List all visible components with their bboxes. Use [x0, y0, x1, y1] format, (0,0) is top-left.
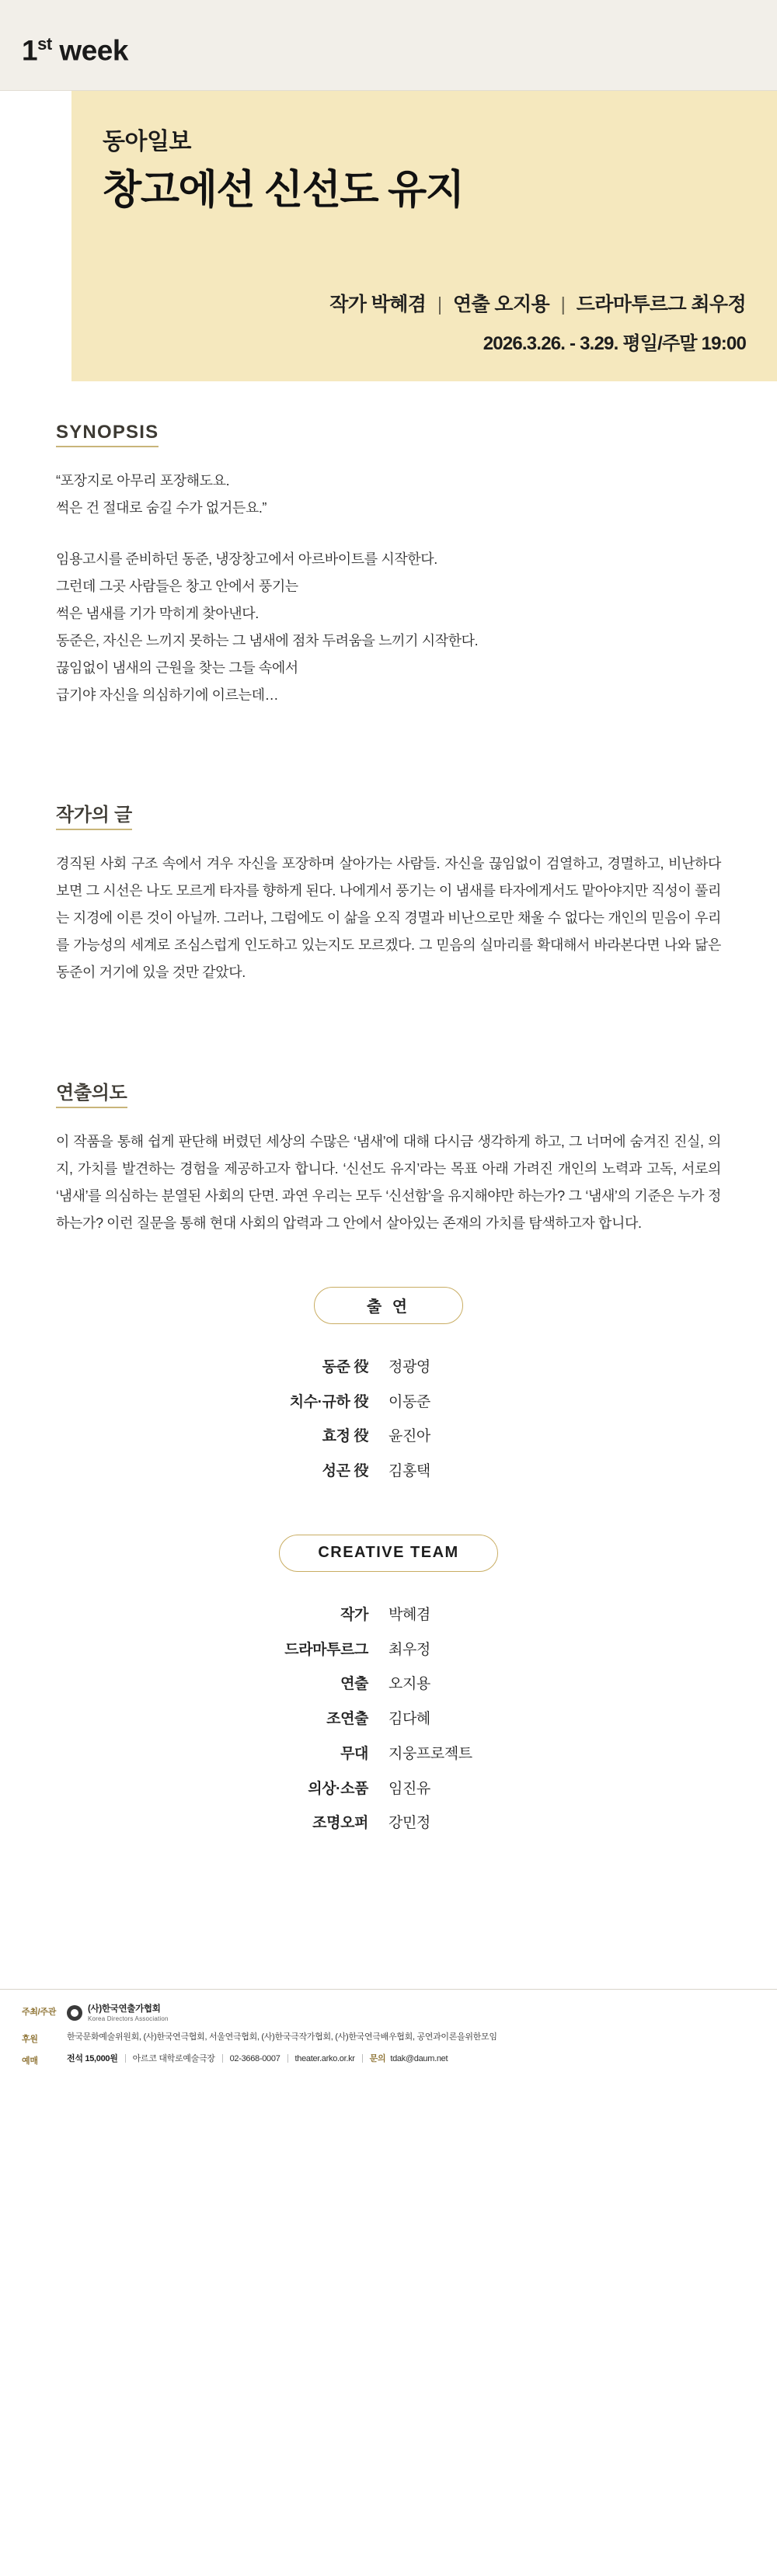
presenting-company: 동아일보 [103, 129, 191, 155]
footer-host-row [22, 2004, 755, 2022]
table-row [56, 1420, 721, 1455]
creative-team-table [56, 1598, 721, 1841]
synopsis-body-line-5: 끊임없이 냄새의 근원을 찾는 그들 속에서 [56, 659, 298, 676]
section-synopsis [56, 422, 721, 709]
director-note-body [56, 1128, 721, 1237]
synopsis-body-line-4: 동준은, 자신은 느끼지 못하는 그 냄새에 점차 두려움을 느끼기 시작한다. [56, 632, 479, 648]
team-name: 지웅프로젝트 [388, 1745, 472, 1762]
footer-support-label: 후원 [22, 2034, 38, 2044]
ticket-price: 전석 15,000원 [67, 2053, 118, 2063]
synopsis-body-line-1: 임용고시를 준비하던 동준, 냉장창고에서 아르바이트를 시작한다. [56, 551, 437, 567]
team-name: 임진유 [388, 1780, 430, 1797]
host-organization-name-kr: (사)한국연출가협회 [88, 2004, 161, 2015]
section-cast [56, 1287, 721, 1490]
footer-support-content: 한국문화예술위원회, (사)한국연극협회, 서울연극협회, (사)한국극작가협회, (사)한국연극배우협회, 공연과이론을위한모임 [67, 2032, 497, 2042]
cast-role: 효정 役 [322, 1428, 368, 1445]
synopsis-heading: SYNOPSIS [56, 422, 159, 447]
table-row [56, 1667, 721, 1702]
ticket-divider-4 [362, 2054, 363, 2063]
team-name: 강민정 [388, 1815, 430, 1832]
theater-website-link[interactable]: theater.arko.or.kr [294, 2053, 355, 2063]
table-row [56, 1633, 721, 1668]
synopsis-body-line-2: 그런데 그곳 사람들은 창고 안에서 풍기는 [56, 578, 298, 594]
hero-title-block [71, 91, 777, 381]
synopsis-body-line-3: 썩은 냄새를 기가 막히게 찾아낸다. [56, 605, 259, 621]
synopsis-quote-line-1: “포장지로 아무리 포장해도요. [56, 473, 230, 489]
cast-name: 정광영 [388, 1358, 430, 1375]
writer-note-heading: 작가의 글 [56, 799, 132, 830]
table-row [56, 1351, 721, 1385]
host-organization [67, 2004, 755, 2022]
association-logo-icon [67, 2005, 82, 2021]
box-office-phone[interactable]: 02-3668-0007 [229, 2053, 280, 2063]
hero-credit-line [103, 289, 746, 317]
ticket-divider-2 [222, 2054, 223, 2063]
footer-ticket-label: 예매 [22, 2056, 38, 2066]
cast-role: 동준 役 [322, 1358, 368, 1375]
credit-separator-1: | [437, 294, 442, 316]
table-row [56, 1737, 721, 1772]
inquiry-email[interactable]: tdak@daum.net [390, 2053, 448, 2063]
cast-pill-label: 출 연 [314, 1287, 463, 1324]
footer-host-label: 주최/주관 [22, 2008, 57, 2018]
table-row [56, 1772, 721, 1807]
synopsis-body [56, 546, 721, 710]
week-band [0, 0, 777, 91]
synopsis-quote-line-2: 썩은 건 절대로 숨길 수가 없거든요.” [56, 500, 267, 516]
credit-director: 연출 오지용 [452, 294, 550, 316]
ticket-line [67, 2053, 755, 2066]
team-role: 드라마투르그 [284, 1641, 368, 1658]
team-name: 김다혜 [388, 1711, 430, 1728]
cast-role: 성곤 役 [322, 1463, 368, 1480]
week-label [22, 34, 128, 67]
table-row [56, 1598, 721, 1633]
table-row [56, 1702, 721, 1737]
performance-dates: 2026.3.26. - 3.29. 평일/주말 19:00 [483, 333, 746, 355]
cast-name: 김홍택 [388, 1463, 430, 1480]
week-ordinal: 1 [22, 34, 38, 67]
team-role: 조연출 [326, 1711, 368, 1728]
credit-writer: 작가 박혜겸 [329, 294, 427, 316]
section-writer-note [56, 799, 721, 986]
footer [0, 1989, 777, 2092]
team-role: 작가 [340, 1606, 368, 1623]
team-role: 의상·소품 [308, 1780, 368, 1797]
table-row [56, 1455, 721, 1490]
team-name: 최우정 [388, 1641, 430, 1658]
ticket-divider-1 [125, 2054, 126, 2063]
cast-name: 이동준 [388, 1393, 430, 1410]
spacer-writer-director [56, 1031, 721, 1077]
team-role: 조명오퍼 [312, 1815, 368, 1832]
inquiry-label: 문의 [369, 2053, 386, 2063]
team-role: 연출 [340, 1676, 368, 1693]
venue-name: 아르코 대학로예술극장 [132, 2053, 215, 2063]
spacer-before-footer [56, 1896, 721, 1989]
credit-dramaturg: 드라마투르그 최우정 [576, 294, 746, 316]
host-organization-names [88, 2004, 169, 2022]
section-creative-team [56, 1535, 721, 1841]
cast-name: 윤진아 [388, 1428, 430, 1445]
spacer-synopsis-writer [56, 753, 721, 799]
cast-role: 치수·규하 役 [289, 1393, 368, 1410]
content-body [0, 381, 777, 1989]
writer-note-body [56, 850, 721, 986]
footer-ticket-content [67, 2053, 755, 2066]
host-organization-name-en: Korea Directors Association [88, 2015, 169, 2022]
ticket-divider-3 [287, 2054, 288, 2063]
synopsis-quote [56, 468, 721, 522]
writer-note-text: 경직된 사회 구조 속에서 겨우 자신을 포장하며 살아가는 사람들. 자신을 끊임없이 검열하고, 경멸하고, 비난하다 보면 그 시선은 나도 모르게 타자를 향하게 된다. 나에게서 풍기는 이 냄새를 타자에게서도 맡아야지만 직성이 풀리는 지경에 이른 것이 아닐까. 그러나, 그럼에도 이 삶을 오직 경멸과 비난으로만 채울 수 없다는 개인의 믿음이 우리를 가능성의 세계로 조심스럽게 인도하고 있는지도 모르겠다. 그 믿음의 실마리를 확대해서 바라본다면 나와 닮은 동준이 거기에 있을 것만 같았다. [56, 856, 721, 981]
table-row [56, 1385, 721, 1420]
team-name: 오지용 [388, 1676, 430, 1693]
creative-team-pill-label: CREATIVE TEAM [279, 1535, 498, 1572]
footer-ticket-row [22, 2053, 755, 2067]
cast-table [56, 1351, 721, 1490]
synopsis-body-line-6: 급기야 자신을 의심하기에 이르는데… [56, 687, 279, 704]
footer-host-content [67, 2004, 755, 2022]
credit-separator-2: | [560, 294, 566, 316]
page-title: 창고에선 신선도 유지 [103, 168, 464, 213]
footer-support-row [22, 2031, 755, 2045]
director-note-heading: 연출의도 [56, 1077, 127, 1108]
director-note-text: 이 작품을 통해 쉽게 판단해 버렸던 세상의 수많은 ‘냄새’에 대해 다시금 생각하게 하고, 그 너머에 숨겨진 진실, 의지, 가치를 발견하는 경험을 제공하고자 합니다. ‘신선도 유지’라는 목표 아래 가려진 개인의 노력과 고독, 서로의 ‘냄새’를 의심하는 분열된 사회의 단면. 과연 우리는 모두 ‘신선함’을 유지해야만 하는가? 그 ‘냄새’의 기준은 누가 정하는가? 이런 질문을 통해 현대 사회의 압력과 그 안에서 살아있는 존재의 가치를 탐색하고자 합니다. [56, 1133, 721, 1231]
table-row [56, 1806, 721, 1841]
team-name: 박혜겸 [388, 1606, 430, 1623]
week-ordinal-suffix: st [37, 34, 52, 54]
week-word: week [59, 34, 128, 67]
section-director-note [56, 1077, 721, 1237]
team-role: 무대 [340, 1745, 368, 1762]
